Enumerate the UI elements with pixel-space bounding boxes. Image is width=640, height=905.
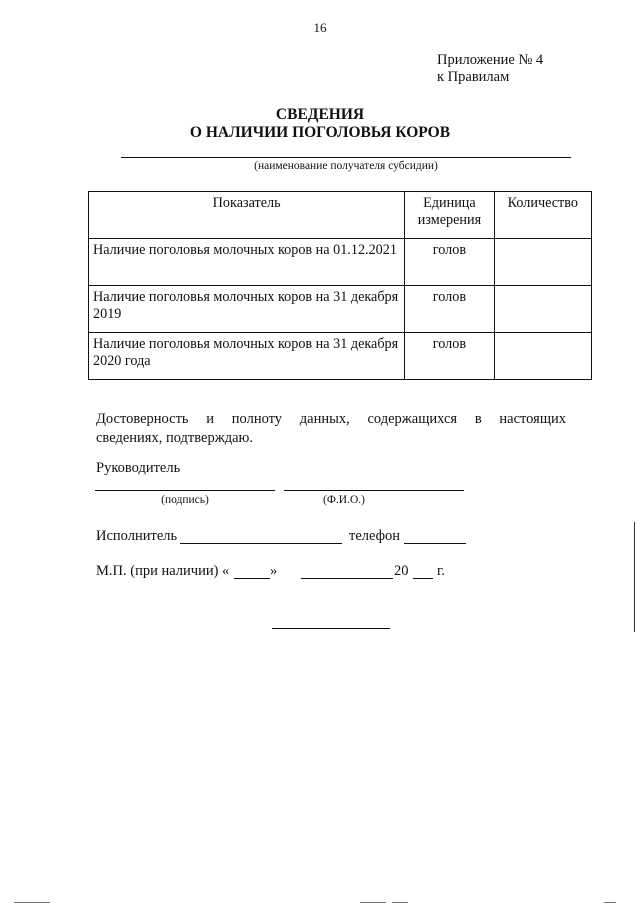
row-quantity-cell[interactable] bbox=[494, 286, 591, 333]
month-line[interactable] bbox=[301, 578, 393, 579]
scan-artifact bbox=[360, 902, 386, 903]
confirmation-line-2: сведениях, подтверждаю. bbox=[96, 430, 253, 446]
scan-artifact bbox=[392, 902, 408, 903]
row-unit: голов bbox=[405, 333, 494, 380]
table-row bbox=[89, 239, 592, 286]
row-quantity-cell[interactable] bbox=[494, 333, 591, 380]
year-prefix: 20 bbox=[394, 563, 409, 579]
table-row bbox=[89, 333, 592, 380]
row-indicator: Наличие поголовья молочных коров на 01.12.2021 bbox=[89, 239, 405, 286]
title-line-1: СВЕДЕНИЯ bbox=[275, 106, 365, 123]
header-quantity: Количество bbox=[494, 192, 591, 239]
executor-line[interactable] bbox=[180, 543, 342, 544]
appendix-line-2: к Правилам bbox=[437, 69, 510, 85]
recipient-caption: (наименование получателя субсидии) bbox=[254, 160, 438, 172]
header-indicator: Показатель bbox=[89, 192, 405, 239]
phone-label: телефон bbox=[349, 528, 401, 544]
year-line[interactable] bbox=[413, 578, 433, 579]
scan-artifact bbox=[604, 902, 616, 903]
signature-line[interactable] bbox=[95, 490, 275, 491]
row-indicator: Наличие поголовья молочных коров на 31 декабря 2019 bbox=[89, 286, 405, 333]
executor-label: Исполнитель bbox=[96, 528, 178, 544]
table-row bbox=[89, 286, 592, 333]
phone-line[interactable] bbox=[404, 543, 466, 544]
page-number: 16 bbox=[313, 20, 327, 35]
signature-caption: (подпись) bbox=[161, 494, 209, 506]
confirmation-line-1: Достоверность и полноту данных, содержащихся в настоящих bbox=[96, 411, 566, 427]
stamp-label: М.П. (при наличии) « bbox=[96, 563, 230, 579]
recipient-name-line bbox=[121, 157, 571, 158]
row-unit: голов bbox=[405, 286, 494, 333]
day-line[interactable] bbox=[234, 578, 270, 579]
document-title bbox=[0, 106, 640, 142]
title-line-2: О НАЛИЧИИ ПОГОЛОВЬЯ КОРОВ bbox=[189, 124, 451, 141]
manager-label: Руководитель bbox=[96, 460, 181, 476]
table-header-row bbox=[89, 192, 592, 239]
quote-close: » bbox=[270, 563, 278, 579]
binding-edge bbox=[634, 522, 635, 632]
year-suffix: г. bbox=[437, 563, 445, 579]
end-divider bbox=[272, 628, 390, 629]
scan-artifact bbox=[14, 902, 50, 903]
appendix-line-1: Приложение № 4 bbox=[437, 52, 544, 68]
row-quantity-cell[interactable] bbox=[494, 239, 591, 286]
row-unit: голов bbox=[405, 239, 494, 286]
appendix-reference bbox=[437, 52, 543, 86]
header-unit: Единица измерения bbox=[405, 192, 494, 239]
confirmation-text bbox=[96, 410, 566, 448]
row-indicator: Наличие поголовья молочных коров на 31 декабря 2020 года bbox=[89, 333, 405, 380]
indicators-table bbox=[88, 191, 592, 380]
full-name-caption: (Ф.И.О.) bbox=[323, 494, 365, 506]
full-name-line[interactable] bbox=[284, 490, 464, 491]
